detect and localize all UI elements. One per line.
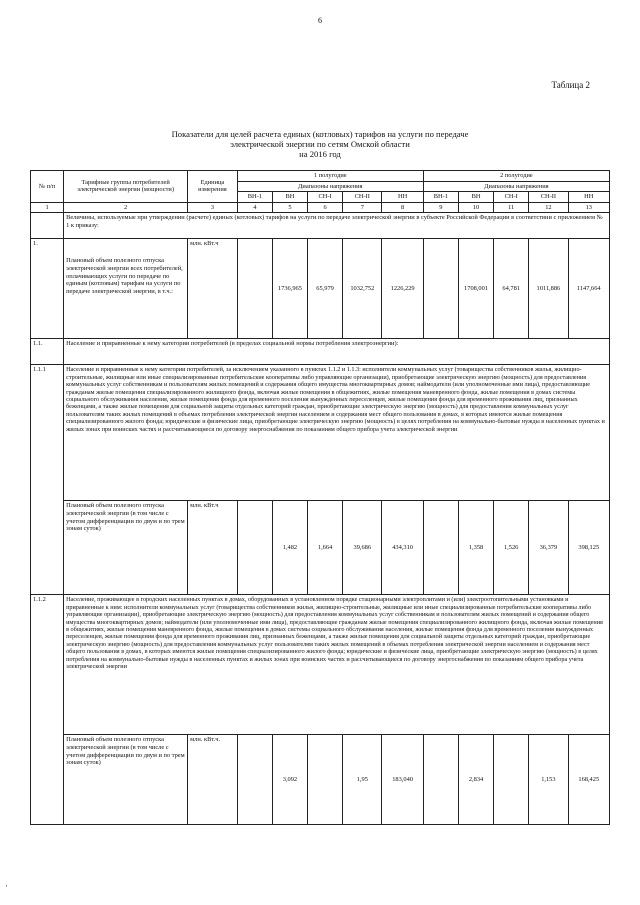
row-1-1-2-desc [31,595,610,735]
heading-line-2: электрической энергии по сетям Омской области [230,139,410,149]
row-1-1-2-value [237,735,272,825]
row-1-value: 1708,001 [458,239,493,339]
heading-line-1: Показатели для целей расчета единых (котловых) тарифов на услуги по передаче [171,129,469,139]
row-1-1-1-value: 1,664 [308,501,343,595]
level-cell: ВН-1 [423,192,458,203]
row-1-value: 1032,752 [343,239,382,339]
row-1-1-2-value: 1,95 [343,735,382,825]
level-cell: СН-II [529,192,568,203]
row-1-1-text: Население и приравненные к нему категории потребителей (в пределах социальной нормы потребления электроэнергии): [64,339,610,365]
row-1-1-1-unit: млн. кВт.ч [188,501,238,595]
row-1-1-1-value: 1,482 [272,501,307,595]
row-1-1-1-value: 1,526 [494,501,529,595]
row-1-1-2-value: 168,425 [568,735,609,825]
header-row-1 [31,171,610,182]
row-1-1-1-value: 398,125 [568,501,609,595]
row-1-1-2-value [423,735,458,825]
row-1-value: 64,781 [494,239,529,339]
numbering-cell: 5 [272,202,307,213]
row-1-1-1-text: Население и приравненные к нему категории потребителей, за исключением указанного в пунктах 1.1.2 и 1.1.3: исполнители коммунальных услуг (товарищества собственников жилья, жилищно-строительные, жилищные или иные специализированные потребительские кооперативы либо управляющие организации), приобретающие электрическую энергию (мощность) для предоставления коммунальных услуг собственникам и пользователям жилых помещений и содержания общего имущества многоквартирных домов; наймодатели (или уполномоченные ими лица), предоставляющие гражданам жилые помещения специализированного жилищного фонда, включая жилые помещения в общежитиях, жилые помещения маневренного фонда, жилые помещения в домах системы социального обслуживания населения, жилые помещения фонда для временного поселения вынужденных переселенцев, жилые помещения фонда для временного проживания лиц, признанных беженцами, а также жилые помещения для социальной защиты отдельных категорий граждан, приобретающие электрическую энергию (мощность) для предоставления коммунальных услуг пользователям таких жилых помещений в объемах потребления электрической энергии населением и содержания мест общего пользования в домах, в которых имеются жилые помещения специализированного жилого фонда; юридические и физические лица, приобретающие электрическую энергию (мощность) в целях потребления на коммунально-бытовые нужды в населенных пунктах и жилых зонах при воинских частях и рассчитывающиеся по договору энергоснабжения по показаниям общего прибора учета электрической энергии [64,365,610,501]
row-1-1-1-value: 39,686 [343,501,382,595]
row-1-1-1-value: 1,358 [458,501,493,595]
row-1-1-num: 1.1. [31,339,64,365]
row-1-1-2-value: 183,040 [382,735,423,825]
row-1-1-1-value: 434,310 [382,501,423,595]
header-ranges-1: Диапазоны напряжения [237,181,423,192]
row-1-1-2-name: Плановый объем полезного отпуска электрической энергии (в том числе с учетом дифференциации по двум и по трем зонам суток) [64,735,188,825]
level-cell: НН [382,192,423,203]
row-1-value [423,239,458,339]
row-1-1-2-text: Население, проживающее в городских населенных пунктах в домах, оборудованных в установленном порядке стационарными электроплитами и (или) электроотопительными установками и приравненные к ним: исполнители коммунальных услуг (товарищества собственников жилья, жилищно-строительные, жилищные или иные специализированные потребительские кооперативы либо управляющие организации), приобретающие электрическую энергию (мощность) для предоставления коммунальных услуг собственникам и пользователям жилых помещений и содержания общего имущества многоквартирных домов; наймодатели (или уполномоченные ими лица), предоставляющие гражданам жилые помещения специализированного жилищного фонда, включая жилые помещения в общежитиях, жилые помещения маневренного фонда, жилые помещения в домах системы социального обслуживания населения, жилые помещения фонда для временного поселения вынужденных переселенцев, жилые помещения фонда для временного проживания лиц, признанных беженцами, а также жилые помещения для социальной защиты отдельных категорий граждан, приобретающие электрическую энергию (мощность) для предоставления коммунальных услуг пользователям таких жилых помещений в объемах потребления электрической энергии населением и содержания мест общего пользования в домах, в которых имеются жилые помещения специализированного жилого фонда; юридические и физические лица, приобретающие электрическую энергию (мощность) в целях потребления на коммунально-бытовые нужды в населенных пунктах и жилых зонах при воинских частях и рассчитывающиеся по договору энергоснабжения по показаниям общего прибора учета электрической энергии [64,595,610,735]
numbering-cell: 6 [308,202,343,213]
header-num: № п/п [31,171,64,203]
row-1-1-1-value [423,501,458,595]
header-half-1: 1 полугодие [237,171,423,182]
row-1-1-2-value: 1,153 [529,735,568,825]
page-number: 6 [318,16,322,25]
row-1-1-1-value [237,501,272,595]
intro-text: Величины, используемые при утверждении (расчете) единых (котловых) тарифов на услуги по передаче электрической энергии в субъекте Российской Федерации в соответствии с приложением № 1 к приказу: [64,213,610,239]
tariff-table [30,170,610,825]
row-1-1-2-value: 3,092 [272,735,307,825]
row-1-1-1-name: Плановый объем полезного отпуска электрической энергии (в том числе с учетом дифференциации по двум и по трем зонам суток) [64,501,188,595]
row-1-value: 1226,229 [382,239,423,339]
level-cell: ВН-1 [237,192,272,203]
numbering-cell: 10 [458,202,493,213]
row-1-1-1-desc [31,365,610,501]
row-1-1-2-value [308,735,343,825]
numbering-row [31,202,610,213]
numbering-cell: 4 [237,202,272,213]
row-1-num: 1. [31,239,64,339]
row-1-value: 1011,886 [529,239,568,339]
level-cell: ВН [272,192,307,203]
numbering-cell: 9 [423,202,458,213]
level-cell: СН-I [308,192,343,203]
row-1-1-2-num: 1.1.2 [31,595,64,825]
intro-row [31,213,610,239]
row-1-name: Плановый объем полезного отпуска электрической энергии всех потребителей, оплачивающих услуги по передаче по единым (котловым) тарифам на услуги по передаче электрической энергии, в т.ч.: [64,239,188,339]
numbering-cell: 2 [64,202,188,213]
header-group: Тарифные группы потребителей электрической энергии (мощности) [64,171,188,203]
row-1-1-2-unit: млн. кВт.ч. [188,735,238,825]
row-1-1-1-value: 36,379 [529,501,568,595]
numbering-cell: 8 [382,202,423,213]
row-1 [31,239,610,339]
numbering-cell: 7 [343,202,382,213]
level-cell: СН-II [343,192,382,203]
row-1-value: 1736,965 [272,239,307,339]
numbering-cell: 3 [188,202,238,213]
row-1-1-2-value: 2,834 [458,735,493,825]
margin-mark: ' [6,884,8,892]
document-heading [140,129,500,159]
row-1-1 [31,339,610,365]
header-unit: Единица измерения [188,171,238,203]
row-1-unit: млн. кВт.ч [188,239,238,339]
level-cell: СН-I [494,192,529,203]
numbering-cell: 13 [568,202,609,213]
header-ranges-2: Диапазоны напряжения [423,181,609,192]
table-title: Таблица 2 [551,80,590,90]
row-1-value: 65,979 [308,239,343,339]
row-1-1-1-num: 1.1.1 [31,365,64,595]
level-cell: НН [568,192,609,203]
row-1-1-2-value [494,735,529,825]
header-half-2: 2 полугодие [423,171,609,182]
row-1-value [237,239,272,339]
row-1-1-1-values [31,501,610,595]
level-cell: ВН [458,192,493,203]
heading-line-3: на 2016 год [299,149,341,159]
numbering-cell: 11 [494,202,529,213]
row-1-1-2-values [31,735,610,825]
numbering-cell: 12 [529,202,568,213]
numbering-cell: 1 [31,202,64,213]
row-1-value: 1147,664 [568,239,609,339]
